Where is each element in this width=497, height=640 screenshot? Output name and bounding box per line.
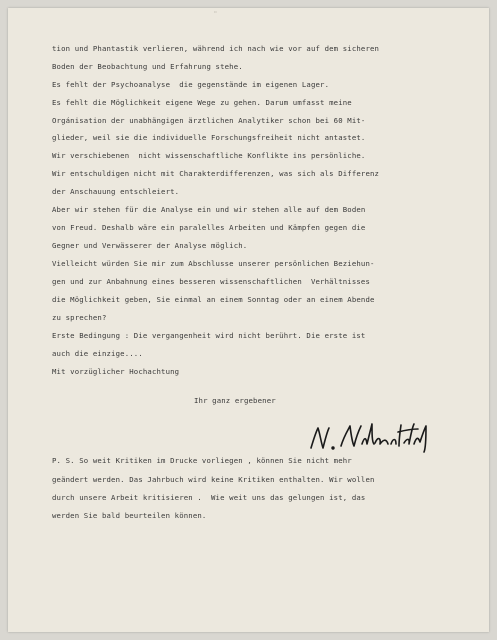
letter-line: der Anschauung entschleiert. bbox=[52, 187, 180, 196]
letter-line: Es fehlt der Psychoanalyse die gegenstände im eigenen Lager. bbox=[52, 80, 330, 89]
postscript-line: P. S. So weit Kritiken im Drucke vorliegen , können Sie nicht mehr bbox=[52, 456, 352, 465]
letter-line: Boden der Beobachtung und Erfahrung stehe. bbox=[52, 62, 243, 71]
handwritten-signature bbox=[308, 418, 438, 458]
letter-line: Aber wir stehen für die Analyse ein und wir stehen alle auf dem Boden bbox=[52, 205, 366, 214]
letter-line: Gegner und Verwässerer der Analyse möglich. bbox=[52, 241, 248, 250]
letter-line: Wir entschuldigen nicht mit Charakterdifferenzen, was sich als Differenz bbox=[52, 169, 380, 178]
letter-line: tion und Phantastik verlieren, während ich nach wie vor auf dem sicheren bbox=[52, 44, 380, 53]
letter-line: Es fehlt die Möglichkeit eigene Wege zu gehen. Darum umfasst meine bbox=[52, 98, 352, 107]
letter-line: zu sprechen? bbox=[52, 313, 107, 322]
closing-text: Ihr ganz ergebener bbox=[194, 396, 276, 405]
letter-line: auch die einzige.... bbox=[52, 349, 143, 358]
letter-line: von Freud. Deshalb wäre ein paralelles Arbeiten und Kämpfen gegen die bbox=[52, 223, 366, 232]
postscript-line: werden Sie bald beurteilen können. bbox=[52, 511, 207, 520]
postscript-line: geändert werden. Das Jahrbuch wird keine Kritiken enthalten. Wir wollen bbox=[52, 475, 375, 484]
letter-line: glieder, weil sie die individuelle Forschungsfreiheit nicht antastet. bbox=[52, 133, 366, 142]
letter-line: Mit vorzüglicher Hochachtung bbox=[52, 367, 180, 376]
postscript-line: durch unsere Arbeit kritisieren . Wie weit uns das gelungen ist, das bbox=[52, 493, 366, 502]
letter-line: gen und zur Anbahnung eines besseren wissenschaftlichen Verhältnisses bbox=[52, 277, 371, 286]
letter-page bbox=[8, 8, 489, 632]
letter-line: die Möglichkeit geben, Sie einmal an einem Sonntag oder an einem Abende bbox=[52, 295, 375, 304]
archive-stamp: ▫ bbox=[214, 9, 217, 14]
letter-line: Vielleicht würden Sie mir zum Abschlusse unserer persönlichen Beziehun- bbox=[52, 259, 375, 268]
letter-line: Erste Bedingung : Die vergangenheit wird nicht berührt. Die erste ist bbox=[52, 331, 366, 340]
letter-line: Orgánisation der unabhängigen ärztlichen Analytiker schon bei 60 Mit- bbox=[52, 116, 366, 125]
letter-line: Wir verschiebenen nicht wissenschaftliche Konflikte ins persönliche. bbox=[52, 151, 366, 160]
